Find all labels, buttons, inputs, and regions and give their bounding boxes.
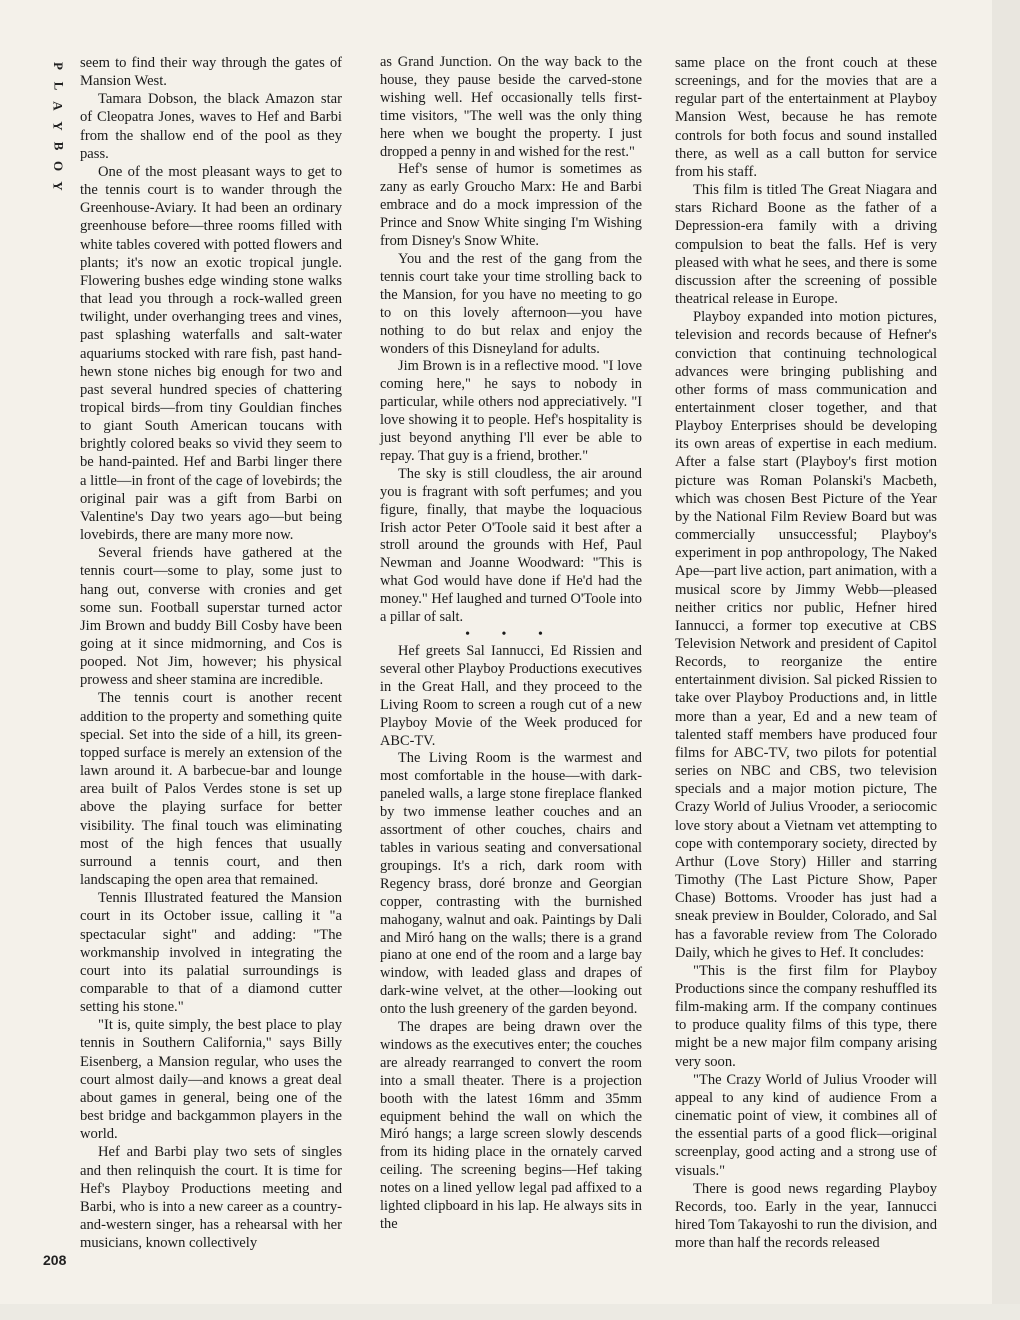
body-paragraph: "It is, quite simply, the best place to play tennis in Southern California," says Billy Eisenberg, a Mansion regular, who uses the court almost daily—and knows a great deal about games in general, being one of the best bridge and backgammon players in the world. <box>80 1017 342 1143</box>
body-paragraph: Jim Brown is in a reflective mood. "I love coming here," he says to nobody in particular, while others nod appreciatively. "I love showing it to people. Hef's hospitality is just beyond anything I'll ever be able to repay. That guy is a friend, brother." <box>380 358 642 464</box>
text-column-1 <box>80 54 342 1252</box>
body-paragraph: This film is titled The Great Niagara and stars Richard Boone as the father of a Depression-era family with a driving compulsion to beat the falls. Hef is very pleased with what he sees, and there is some discussion after the screening of possible theatrical release in Europe. <box>675 182 937 308</box>
body-paragraph: Hef's sense of humor is sometimes as zany as early Groucho Marx: He and Barbi embrace and do a mock impression of the Prince and Snow White singing I'm Wishing from Disney's Snow White. <box>380 161 642 250</box>
text-column-3 <box>675 54 937 1252</box>
text-column-2 <box>380 54 642 1234</box>
body-paragraph: You and the rest of the gang from the tennis court take your time strolling back to the Mansion, for you have no meeting to go to on this lovely afternoon—you have nothing to do but relax and enjoy the wonders of this Disneyland for adults. <box>380 250 642 357</box>
body-paragraph: Hef greets Sal Iannucci, Ed Rissien and several other Playboy Productions executives in the Great Hall, and they proceed to the Living Room to screen a rough cut of a new Playboy Movie of the Week produced for ABC-TV. <box>380 643 642 749</box>
running-head-letter: P <box>50 62 66 70</box>
body-paragraph: Tamara Dobson, the black Amazon star of Cleopatra Jones, waves to Hef and Barbi from the shallow end of the pool as they pass. <box>80 91 342 162</box>
body-paragraph: Tennis Illustrated featured the Mansion court in its October issue, calling it "a spectacular sight" and adding: "The workmanship involved in integrating the court into its palatial surroundings is comparable to that of a diamond cutter setting his stone." <box>80 890 342 1016</box>
page-number: 208 <box>43 1252 67 1268</box>
body-paragraph: seem to find their way through the gates of Mansion West. <box>80 55 342 90</box>
running-head-letter: Y <box>50 121 66 131</box>
body-paragraph: Playboy expanded into motion pictures, television and records because of Hefner's conviction that continuing technological advances were bringing publishing and other forms of mass communication and entertainment closer together, and that Playboy Enterprises should be developing its own areas of expertise in each medium. After a false start (Playboy's first motion picture was Roman Polanski's Macbeth, which was chosen Best Picture of the Year by the National Film Review Board but was commercially unsuccessful; Playboy's experiment in pop anthropology, The Naked Ape—part live action, part animation, with a musical score by Jimmy Webb—pleased neither critics nor public, Hefner hired Iannucci, a former top executive at CBS Television Network and president of Capitol Records, to reorganize the entire entertainment division. Sal picked Rissien to take over Playboy Productions and, in little more than a year, Ed and a new team of talented staff members have produced four films for ABC-TV, two pilots for potential series on NBC and CBS, two television specials and a major motion picture, The Crazy World of Julius Vrooder, a seriocomic love story about a Vietnam vet attempting to cope with contemporary society, directed by Arthur (Love Story) Hiller and starring Timothy (The Last Picture Show, Paper Chase) Bottoms. Vrooder has just had a sneak preview in Boulder, Colorado, and Sal has a favorable review from The Colorado Daily, which he gives to Hef. It concludes: <box>675 309 937 961</box>
body-paragraph: same place on the front couch at these screenings, and for the movies that are a regular part of the entertainment at Playboy Mansion West, because he has remote controls for both focus and sound installed there, as well as a call button for service from his staff. <box>675 55 937 180</box>
body-paragraph: Several friends have gathered at the tennis court—some to play, some just to hang out, converse with cronies and get some sun. Football superstar turned actor Jim Brown and buddy Bill Cosby have been going at it since midmorning, and Cos is pooped. Not Jim, however; his physical prowess and sheer stamina are incredible. <box>80 545 342 689</box>
body-paragraph: Hef and Barbi play two sets of singles and then relinquish the court. It is time for Hef's Playboy Productions meeting and Barbi, who is into a new career as a country-and-western singer, has a rehearsal with her musicians, known collectively <box>80 1144 342 1252</box>
page-bottom-edge <box>0 1304 1020 1320</box>
section-separator: • • • <box>465 627 557 642</box>
body-paragraph: The drapes are being drawn over the windows as the executives enter; the couches are already rearranged to convert the room into a small theater. There is a projection booth with the latest 16mm and 35mm equipment behind the wall on which the Miró hangs; a large screen slowly descends from its hiding place in the ornately carved ceiling. The screening begins—Hef taking notes on a lined yellow legal pad affixed to a lighted clipboard in his lap. He always sits in the <box>380 1019 642 1232</box>
body-paragraph: One of the most pleasant ways to get to the tennis court is to wander through the Greenhouse-Aviary. It had been an ordinary greenhouse before—three rooms filled with white tables covered with potted flowers and plants; it's now an exotic tropical jungle. Flowering bushes edge winding stone walks that lead you through a rock-walled green twilight, under overhanging trees and vines, past splashing waterfalls and salt-water aquariums stocked with rare fish, past hand-hewn stone niches big enough for two and past several hundred species of chattering tropical birds—from tiny Gouldian finches to giant South American toucans with brightly colored beaks so vivid they seem to be hand-painted. Hef and Barbi linger there a little—in front of the cage of lovebirds; the original pair was a gift from Barbi on Valentine's Day two years ago—but being lovebirds, there are many more now. <box>80 163 342 544</box>
running-head-letter: Y <box>50 181 66 191</box>
body-paragraph: The tennis court is another recent addition to the property and something quite special. Set into the side of a hill, its green-topped surface is merely an extension of the lawn around it. A barbecue-bar and lounge area built of Palos Verdes stone is set up above the playing surface for better visibility. The final touch was eliminating most of the high fences that usually surround a tennis court, and then landscaping the open area that remained. <box>80 690 342 889</box>
body-paragraph: The Living Room is the warmest and most comfortable in the house—with dark-paneled walls, a large stone fireplace flanked by two immense leather couches and an assortment of other couches, chairs and tables in various seating and conversational groupings. It's a rich, dark room with Regency brass, doré bronze and Georgian copper, contrasting with the burnished mahogany, walnut and oak. Paintings by Dali and Miró hang on the walls; there is a grand piano at one end of the room and a large bay window, with leaded glass and drapes of dark-wine velvet, at the other—looking out onto the lush greenery of the garden beyond. <box>380 750 642 1018</box>
body-paragraph: The sky is still cloudless, the air around you is fragrant with soft perfumes; and you figure, finally, that maybe the loquacious Irish actor Peter O'Toole said it best after a stroll around the grounds with Hef, Paul Newman and Joanne Woodward: "This is what God would have done if He'd had the money." Hef laughed and turned O'Toole into a pillar of salt. <box>380 465 642 626</box>
running-head-letter: A <box>50 101 66 111</box>
running-head-letter: B <box>50 141 66 151</box>
body-paragraph: "The Crazy World of Julius Vrooder will appeal to any kind of audience From a cinematic point of view, it combines all of the essential parts of a good flick—original screenplay, good acting and a strong use of visuals." <box>675 1071 937 1179</box>
running-head <box>42 58 72 194</box>
running-head-letter: L <box>50 81 66 91</box>
body-paragraph: "This is the first film for Playboy Productions since the company reshuffled its film-making arm. If the company continues to produce quality films of this type, there might be a new major film company arising very soon. <box>675 962 937 1070</box>
body-paragraph: There is good news regarding Playboy Records, too. Early in the year, Iannucci hired Tom Takayoshi to run the division, and more than half the records released <box>675 1180 937 1252</box>
body-paragraph: as Grand Junction. On the way back to the house, they pause beside the carved-stone wishing well. Hef occasionally tells first-time visitors, "The well was the only thing here when we bought the property. I just dropped a penny in and wished for the rest." <box>380 54 642 160</box>
page-edge <box>992 0 1020 1320</box>
running-head-letter: O <box>51 160 66 172</box>
